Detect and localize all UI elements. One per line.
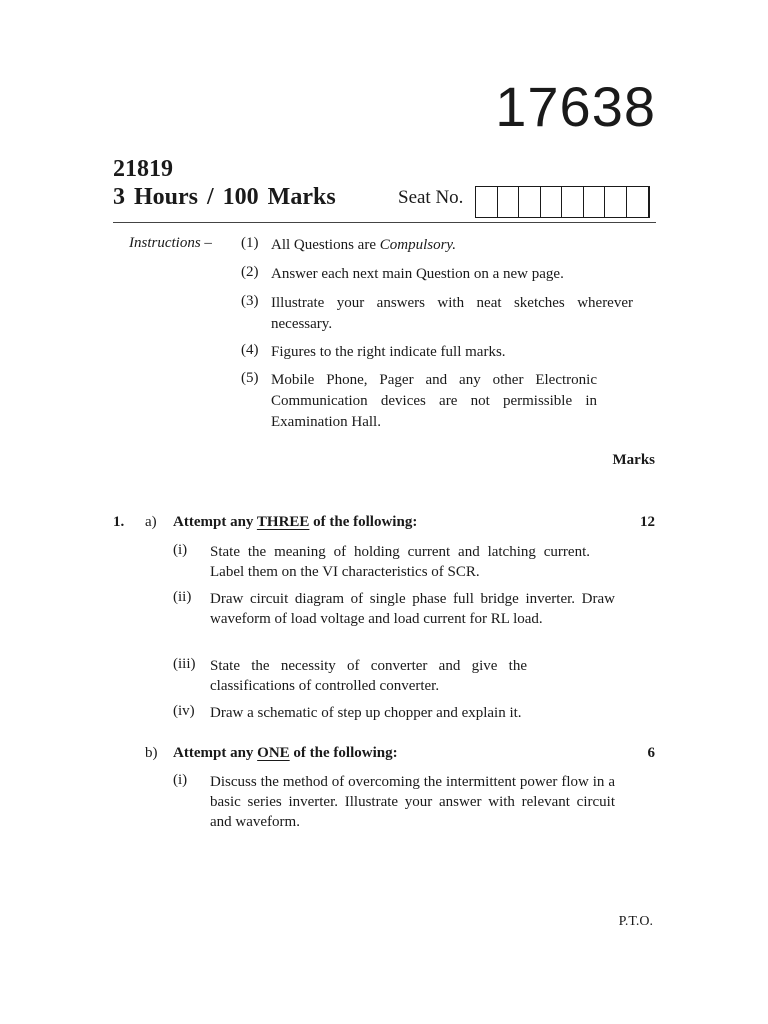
instruction-text: Illustrate your answers with neat sketches wherever necessary. <box>271 295 633 332</box>
part-marks: 6 <box>647 745 655 761</box>
subquestion-number: (iv) <box>173 703 195 719</box>
instruction-text: Figures to the right indicate full marks. <box>271 344 506 360</box>
marks-heading: Marks <box>612 452 655 468</box>
header-divider <box>113 222 656 223</box>
instruction-number: (3) <box>241 293 259 309</box>
seat-digit-box <box>476 187 498 217</box>
instruction-text: Answer each next main Question on a new page. <box>271 266 564 282</box>
subquestion-number: (iii) <box>173 656 196 672</box>
seat-digit-box <box>498 187 520 217</box>
instruction-number: (4) <box>241 342 259 358</box>
seat-digit-box <box>562 187 584 217</box>
part-title: Attempt any THREE of the following: <box>173 514 418 530</box>
instruction-number: (5) <box>241 370 259 386</box>
instruction-text: Mobile Phone, Pager and any other Electronic Communication devices are not permissible in Examination Hall. <box>271 372 597 430</box>
part-label: a) <box>145 514 157 530</box>
subject-code: 21819 <box>113 156 173 182</box>
instruction-number: (2) <box>241 264 259 280</box>
seat-digit-box <box>541 187 563 217</box>
seat-digit-box <box>584 187 606 217</box>
instructions-label: Instructions – <box>129 235 212 251</box>
seat-digit-box <box>519 187 541 217</box>
question-number: 1. <box>113 514 125 530</box>
subquestion-number: (i) <box>173 542 188 558</box>
part-marks: 12 <box>640 514 655 530</box>
paper-code: 17638 <box>495 75 656 138</box>
subquestion-text: Draw circuit diagram of single phase full bridge inverter. Draw waveform of load voltage and load current for RL load. <box>210 591 615 627</box>
page-turn-over: P.T.O. <box>618 914 653 929</box>
part-title: Attempt any ONE of the following: <box>173 745 398 761</box>
instruction-text: All Questions are Compulsory. <box>271 237 456 253</box>
part-label: b) <box>145 745 158 761</box>
seat-number-label: Seat No. <box>398 187 464 208</box>
duration-marks: 3 Hours / 100 Marks <box>113 184 336 210</box>
seat-digit-box <box>605 187 627 217</box>
subquestion-number: (ii) <box>173 589 192 605</box>
subquestion-text: Discuss the method of overcoming the intermittent power flow in a basic series inverter. Illustrate your answer with relevant circuit and waveform. <box>210 774 615 830</box>
subquestion-number: (i) <box>173 772 188 788</box>
seat-digit-box <box>627 187 649 217</box>
subquestion-text: State the necessity of converter and give the classifications of controlled converter. <box>210 658 527 694</box>
subquestion-text: State the meaning of holding current and latching current. Label them on the VI characteristics of SCR. <box>210 544 590 580</box>
instruction-number: (1) <box>241 235 259 251</box>
seat-number-boxes <box>475 186 650 218</box>
subquestion-text: Draw a schematic of step up chopper and explain it. <box>210 705 522 721</box>
